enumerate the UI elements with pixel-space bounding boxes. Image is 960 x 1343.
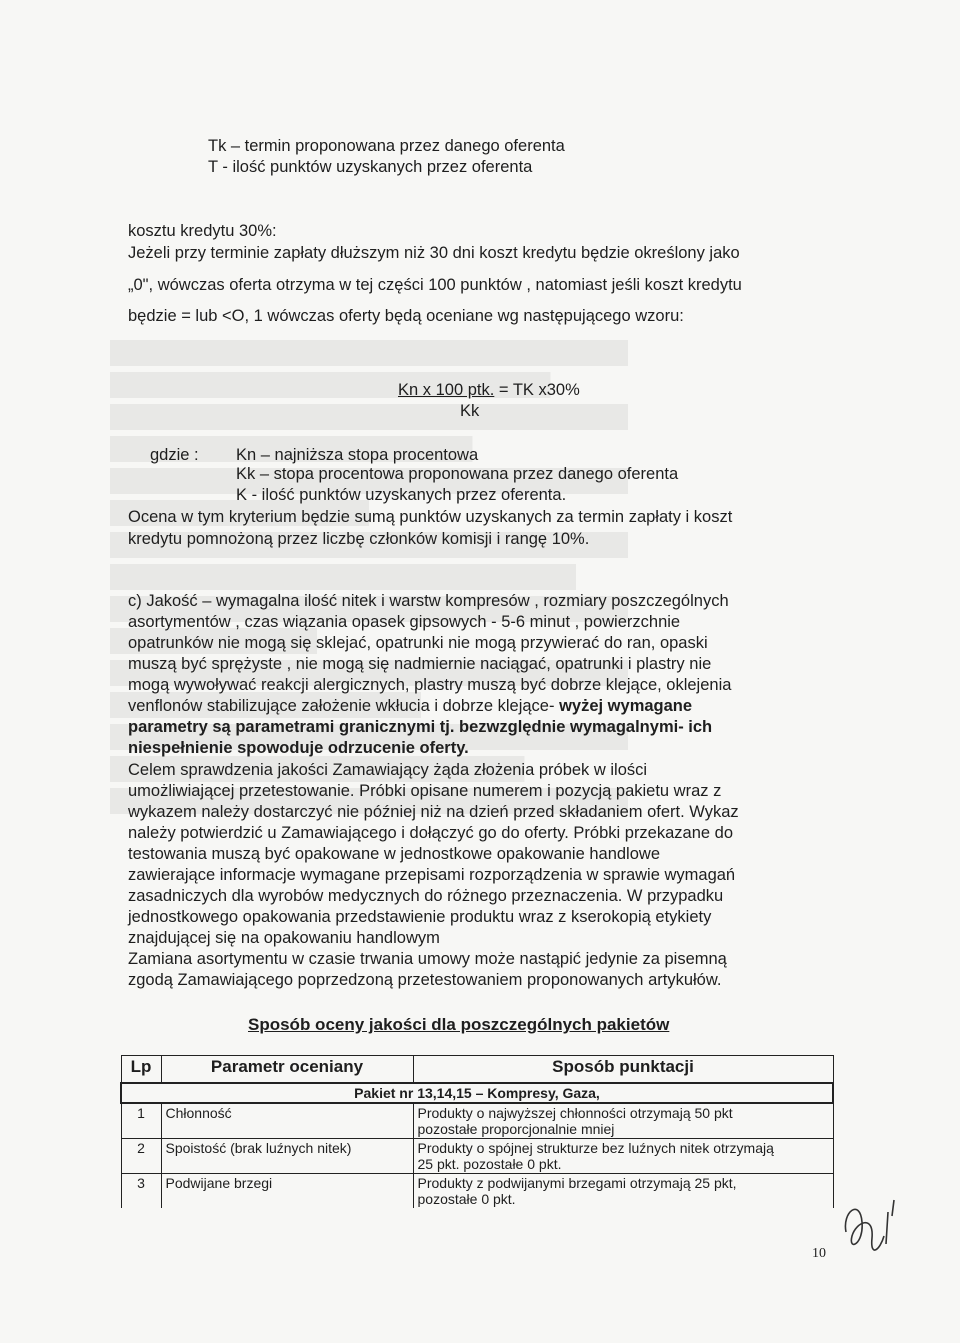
quality-line: należy potwierdzić u Zamawiającego i dołączyć go do oferty. Próbki przekazane do (128, 824, 734, 842)
credit-line: Jeżeli przy terminie zapłaty dłuższym niż 30 dni koszt kredytu będzie określony jako (128, 244, 740, 262)
table-row (121, 1103, 833, 1139)
quality-line: testowania muszą być opakowane w jednostkowe opakowanie handlowe (128, 845, 660, 863)
quality-bold-line: parametry są parametrami granicznymi tj. bezwzględnie wymagalnymi- ich (128, 718, 713, 736)
row-param: Podwijane brzegi (161, 1174, 413, 1209)
row-score (413, 1139, 833, 1174)
quality-line: c) Jakość – wymagalna ilość nitek i warstw kompresów , rozmiary poszczególnych (128, 592, 729, 610)
evaluation-line: Ocena w tym kryterium będzie sumą punktów uzyskanych za termin zapłaty i koszt (128, 508, 733, 526)
definition-t: T - ilość punktów uzyskanych przez oferenta (208, 158, 533, 176)
quality-bold-line: niespełnienie spowoduje odrzucenie oferty. (128, 739, 469, 757)
handwritten-signature (838, 1192, 908, 1272)
quality-line: opatrunków nie mogą się sklejać, opatrunki nie mogą przywierać do ran, opaski (128, 634, 708, 652)
row-score-line: Produkty o najwyższej chłonności otrzymają 50 pkt (417, 1105, 733, 1121)
row-lp: 3 (121, 1174, 161, 1209)
where-kn: Kn – najniższa stopa procentowa (236, 446, 479, 464)
col-lp: Lp (121, 1056, 161, 1084)
table-row (121, 1139, 833, 1174)
formula-numerator: Kn x 100 ptk. (398, 381, 495, 399)
col-param: Parametr oceniany (161, 1056, 413, 1084)
quality-line: Zamiana asortymentu w czasie trwania umowy może nastąpić jedynie za pisemną (128, 950, 727, 968)
quality-line: mogą wywoływać reakcji alergicznych, plastry muszą być dobrze klejące, oklejenia (128, 676, 732, 694)
quality-line: wykazem należy dostarczyć nie później niż na dzień przed składaniem ofert. Wykaz (128, 803, 739, 821)
where-kk: Kk – stopa procentowa proponowana przez danego oferenta (236, 465, 679, 483)
quality-line: zasadniczych dla wyrobów medycznych do różnego przeznaczenia. W przypadku (128, 887, 724, 905)
quality-line: zawierające informacje wymagane przepisami rozporządzenia w sprawie wymagań (128, 866, 736, 884)
credit-heading: kosztu kredytu 30%: (128, 222, 277, 240)
evaluation-line: kredytu pomnożoną przez liczbę członków komisji i rangę 10%. (128, 530, 590, 548)
col-score: Sposób punktacji (413, 1056, 833, 1084)
row-score-line: 25 pkt. pozostałe 0 pkt. (417, 1156, 562, 1172)
row-score-line: Produkty o spójnej strukturze bez luźnych nitek otrzymają (417, 1140, 774, 1156)
row-score-line: Produkty z podwijanymi brzegami otrzymają 25 pkt, (417, 1175, 737, 1191)
quality-text: venflonów stabilizujące założenie wkłucia i dobrze klejące- (128, 697, 555, 715)
definition-tk: Tk – termin proponowana przez danego oferenta (208, 137, 565, 155)
row-param: Chłonność (161, 1103, 413, 1139)
quality-line: jednostkowego opakowania przedstawienie produktu wraz z kserokopią etykiety (128, 908, 712, 926)
package-row (121, 1083, 833, 1103)
table-row (121, 1174, 833, 1209)
row-lp: 2 (121, 1139, 161, 1174)
where-k: K - ilość punktów uzyskanych przez oferenta. (236, 486, 567, 504)
table-heading: Sposób oceny jakości dla poszczególnych pakietów (248, 1015, 670, 1034)
credit-line: „0", wówczas oferta otrzyma w tej części 100 punktów , natomiast jeśli koszt kredytu (128, 276, 742, 294)
quality-line: znajdującej się na opakowaniu handlowym (128, 929, 440, 947)
quality-rating-table (120, 1055, 834, 1208)
row-score (413, 1103, 833, 1139)
quality-line: Celem sprawdzenia jakości Zamawiający żąda złożenia próbek w ilości (128, 761, 648, 779)
where-label: gdzie : (150, 446, 199, 464)
table-header-row (121, 1056, 833, 1084)
quality-line: muszą być sprężyste , nie mogą się nadmiernie naciągać, opatrunki i plastry nie (128, 655, 712, 673)
row-lp: 1 (121, 1103, 161, 1139)
page-number: 10 (812, 1246, 826, 1261)
package-label: Pakiet nr 13,14,15 – Kompresy, Gaza, (121, 1083, 833, 1103)
quality-line: asortymentów , czas wiązania opasek gipsowych - 5-6 minut , powierzchnie (128, 613, 681, 631)
quality-line: umożliwiającej przetestowanie. Próbki opisane numerem i pozycją pakietu wraz z (128, 782, 722, 800)
row-score (413, 1174, 833, 1209)
credit-line: będzie = lub <O, 1 wówczas oferty będą oceniane wg następującego wzoru: (128, 307, 684, 325)
formula-denominator: Kk (460, 402, 480, 420)
row-score-line: pozostałe 0 pkt. (417, 1191, 516, 1207)
row-param: Spoistość (brak luźnych nitek) (161, 1139, 413, 1174)
formula (398, 381, 580, 400)
row-score-line: pozostałe proporcjonalnie mniej (417, 1121, 615, 1137)
quality-bold-text: wyżej wymagane (559, 697, 693, 715)
formula-result: = TK x30% (494, 381, 580, 399)
quality-line (128, 697, 692, 716)
quality-line: zgodą Zamawiającego poprzedzoną przetestowaniem proponowanych artykułów. (128, 971, 722, 989)
